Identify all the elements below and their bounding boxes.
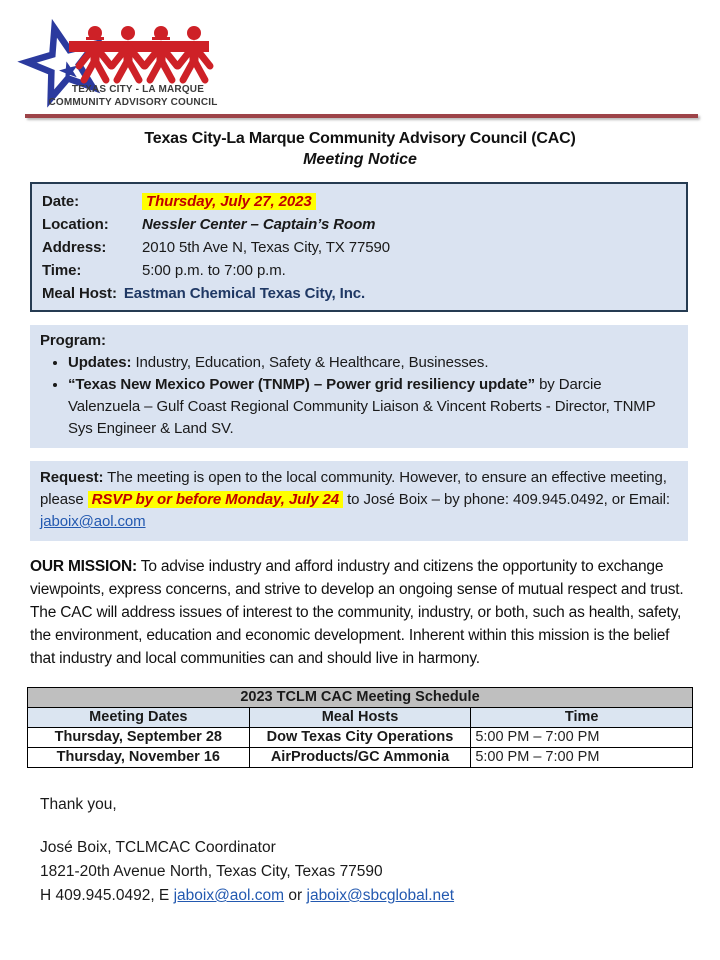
- logo-text-line1: TEXAS CITY - LA MARQUE: [71, 84, 205, 95]
- rsvp-highlight: RSVP by or before Monday, July 24: [88, 491, 343, 508]
- cac-logo-icon: [12, 8, 222, 108]
- address-label: Address:: [42, 239, 107, 256]
- mission-label: OUR MISSION:: [30, 558, 137, 575]
- col-header-meeting-dates: Meeting Dates: [28, 708, 250, 728]
- program-bullet-tnmp: • “Texas New Mexico Power (TNMP) – Power grid resiliency update” by Darcie Valenzuela – Gulf Coast Regional Community Liaison & Vincent Roberts - Director, TNMP Sys Engineer & Land SV.: [68, 374, 676, 440]
- meal-host-cell: AirProducts/GC Ammonia: [249, 748, 471, 768]
- program-bullet-list: [40, 352, 676, 440]
- table-title-row: [28, 688, 693, 708]
- coordinator-name: José Boix, TCLMCAC Coordinator: [40, 839, 276, 856]
- date-label: Date:: [42, 193, 80, 210]
- maroon-divider: [25, 114, 698, 118]
- table-title: 2023 TCLM CAC Meeting Schedule: [28, 688, 693, 708]
- time-value: 5:00 p.m. to 7:00 p.m.: [142, 262, 286, 279]
- address-row: [42, 236, 674, 259]
- logo-text-line2: COMMUNITY ADVISORY COUNCIL: [48, 97, 218, 108]
- coordinator-address: 1821-20th Avenue North, Texas City, Texas 77590: [40, 863, 383, 880]
- location-label: Location:: [42, 216, 109, 233]
- thank-you-line: Thank you,: [40, 796, 117, 813]
- program-box: [30, 325, 688, 448]
- page-subtitle: Meeting Notice: [303, 151, 417, 168]
- request-text-2: to José Boix – by phone: 409.945.0492, or Email:: [343, 491, 670, 508]
- time-cell: 5:00 PM – 7:00 PM: [471, 748, 693, 768]
- email-link-aol[interactable]: jaboix@aol.com: [173, 887, 285, 904]
- program-bullet-updates: • Updates: Industry, Education, Safety & Healthcare, Businesses.: [68, 352, 676, 374]
- coordinator-contact: H 409.945.0492, E jaboix@aol.com or jaboix@sbcglobal.net: [40, 887, 455, 904]
- col-header-time: Time: [471, 708, 693, 728]
- schedule-table: [27, 687, 693, 768]
- email-link-sbcglobal[interactable]: jaboix@sbcglobal.net: [306, 887, 455, 904]
- meal-host-cell: Dow Texas City Operations: [249, 728, 471, 748]
- page-title: Texas City-La Marque Community Advisory Council (CAC): [144, 130, 576, 147]
- mission-text: To advise industry and afford industry and citizens the opportunity to exchange viewpoints, express concerns, and strive to develop an ongoing sense of mutual respect and trust. The CAC will address issues of interest to the community, industry, or both, such as health, safety, the environment, education and economic development. Inherent within this mission is the belief that industry and local communities can and should live in harmony.: [30, 558, 684, 667]
- meal-host-label: Meal Host:: [42, 285, 117, 302]
- request-box: [30, 461, 688, 541]
- people-figures-icon: [69, 26, 210, 80]
- request-label: Request:: [40, 469, 104, 486]
- address-value: 2010 5th Ave N, Texas City, TX 77590: [142, 239, 390, 256]
- rsvp-email-link[interactable]: jaboix@aol.com: [40, 513, 146, 530]
- table-header-row: [28, 708, 693, 728]
- meal-host-row: [42, 282, 674, 305]
- location-row: [42, 213, 674, 236]
- table-row: [28, 728, 693, 748]
- date-row: [42, 190, 674, 213]
- logo: [0, 0, 720, 108]
- signature-block: [40, 836, 720, 908]
- location-value: Nessler Center – Captain’s Room: [142, 216, 376, 233]
- time-label: Time:: [42, 262, 82, 279]
- time-cell: 5:00 PM – 7:00 PM: [471, 728, 693, 748]
- program-heading: Program:: [40, 332, 106, 349]
- meal-host-value: Eastman Chemical Texas City, Inc.: [123, 285, 366, 302]
- meeting-info-box: [30, 182, 688, 312]
- meeting-date-cell: Thursday, November 16: [28, 748, 250, 768]
- mission-paragraph: [30, 555, 690, 670]
- meeting-date-cell: Thursday, September 28: [28, 728, 250, 748]
- request-text: The meeting is open to the local community. However, to ensure an effective meeting, please: [40, 469, 667, 508]
- date-value: Thursday, July 27, 2023: [142, 193, 316, 210]
- table-row: [28, 748, 693, 768]
- time-row: [42, 259, 674, 282]
- col-header-meal-hosts: Meal Hosts: [249, 708, 471, 728]
